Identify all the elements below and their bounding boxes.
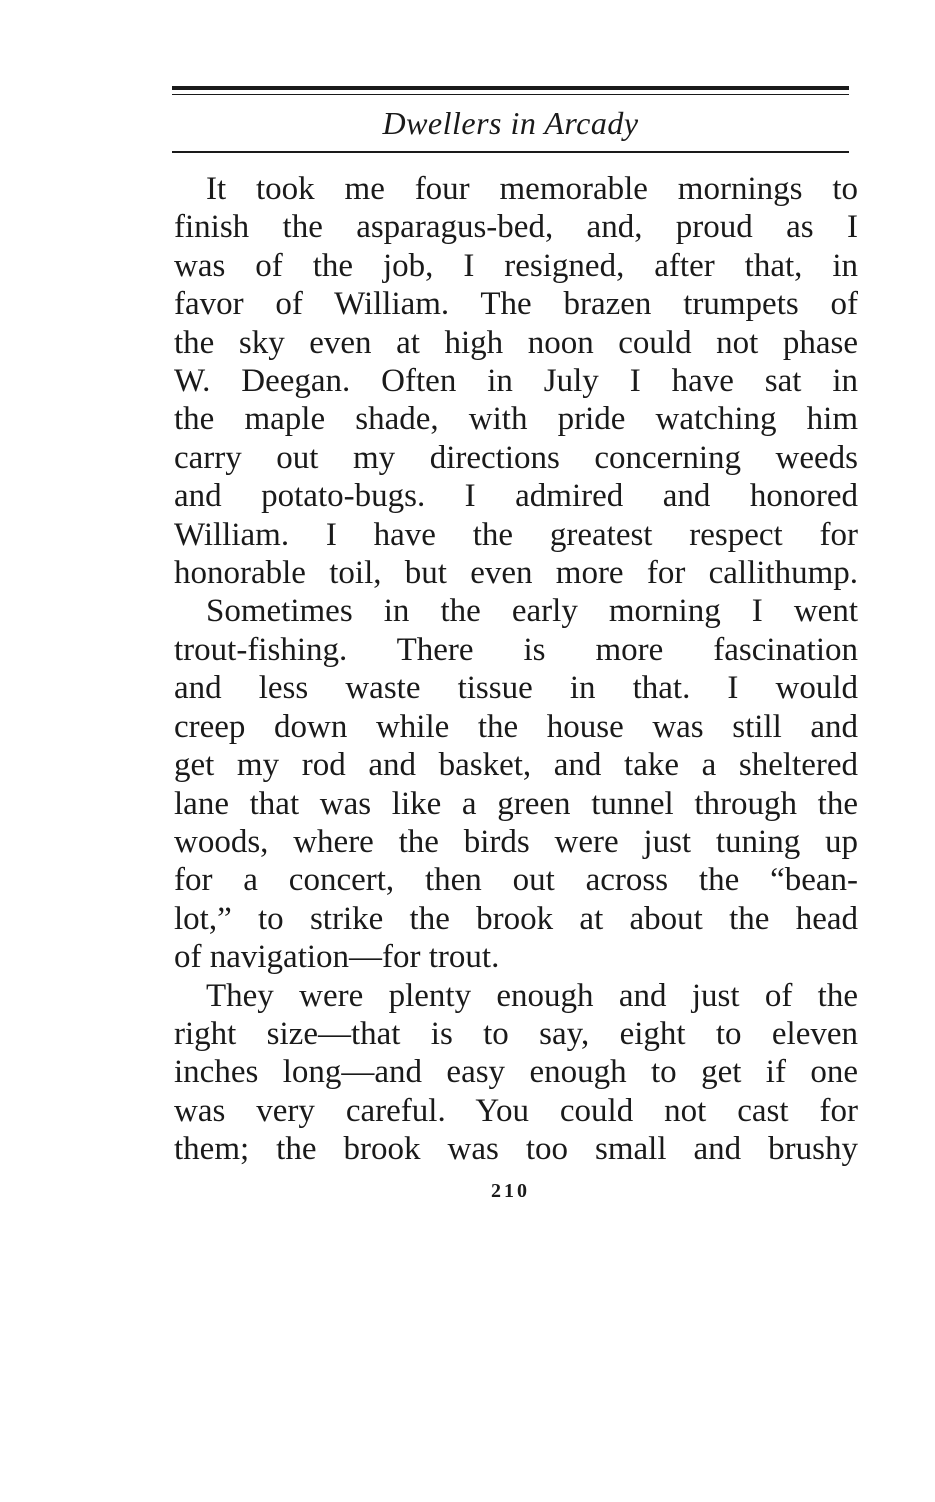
text-line: Sometimes in the early morning I went [206,593,858,630]
text-line: them; the brook was too small and brushy [174,1131,858,1168]
text-line: favor of William. The brazen trumpets of [174,286,858,323]
text-line: get my rod and basket, and take a sheltered [174,747,858,784]
text-line: was of the job, I resigned, after that, in [174,247,858,284]
header-rule-thick [172,86,849,90]
text-line: was very careful. You could not cast for [174,1092,858,1129]
text-line: and less waste tissue in that. I would [174,670,858,707]
text-line: William. I have the greatest respect for [174,516,858,553]
paragraph-2 [174,592,858,976]
text-line: lane that was like a green tunnel through the [174,785,858,822]
text-line: W. Deegan. Often in July I have sat in [174,363,858,400]
text-line: creep down while the house was still and [174,708,858,745]
running-head-rule [172,151,849,153]
text-line: right size—that is to say, eight to eleven [174,1015,858,1052]
page-number: 210 [491,1180,530,1202]
text-line: trout-fishing. There is more fascination [174,631,858,668]
text-line: of navigation—for trout. [174,939,500,976]
text-line: the maple shade, with pride watching him [174,401,858,438]
header-rule-thin [172,94,849,95]
text-line: the sky even at high noon could not phase [174,324,858,361]
paragraph-1 [174,170,858,592]
text-line: woods, where the birds were just tuning up [174,823,858,860]
text-line: finish the asparagus-bed, and, proud as I [174,209,858,246]
body-text [174,170,858,1169]
text-line: honorable toil, but even more for callithump. [174,555,858,592]
text-line: lot,” to strike the brook at about the head [174,900,858,937]
text-line: and potato-bugs. I admired and honored [174,478,858,515]
text-line: It took me four memorable mornings to [206,171,858,207]
text-line: for a concert, then out across the “bean- [174,862,858,899]
paragraph-3 [174,977,858,1169]
running-head: Dwellers in Arcady [382,105,639,141]
text-line: inches long—and easy enough to get if one [174,1054,858,1091]
text-line: They were plenty enough and just of the [206,977,858,1014]
text-line: carry out my directions concerning weeds [174,439,858,476]
